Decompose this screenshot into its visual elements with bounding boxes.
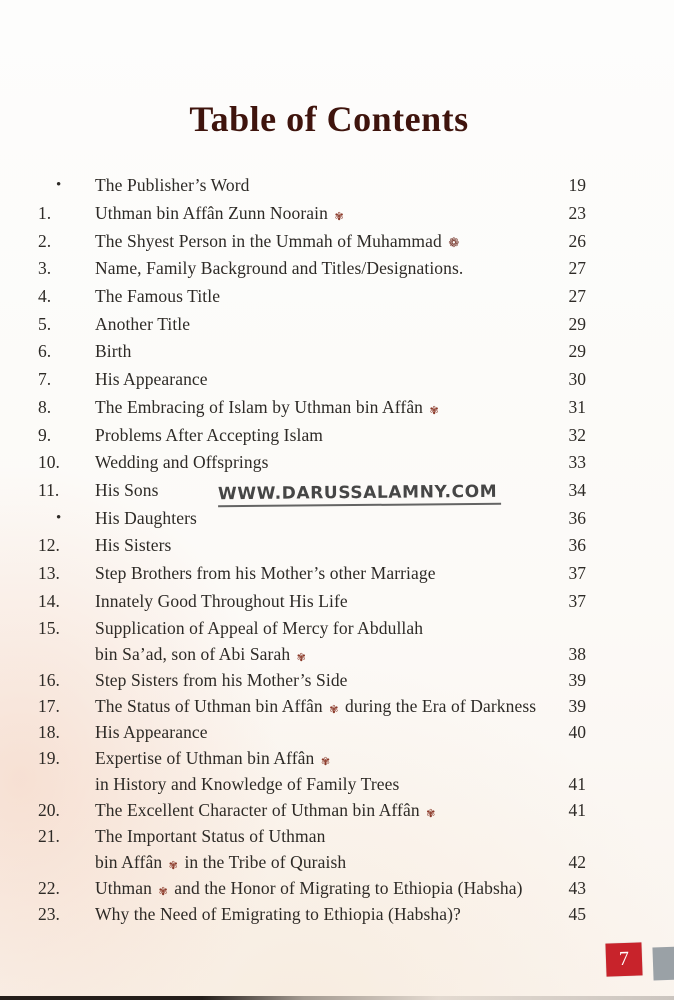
watermark: WWW.DARUSSALAMNY.COM [218, 482, 502, 507]
toc-entry-number: 16. [38, 669, 60, 690]
toc-entry-title: bin Affân ✾ in the Tribe of Quraish [95, 851, 347, 872]
toc-row [38, 797, 586, 823]
toc-entry-page: 36 [568, 507, 586, 528]
radiallahu-anhu-icon: ✾ [426, 806, 436, 820]
toc-entry-title: The Status of Uthman bin Affân ✾ during the Era of Darkness [95, 695, 537, 716]
toc-entry-page: 42 [568, 851, 586, 872]
toc-entry-page: 41 [568, 799, 586, 820]
toc-row [38, 449, 586, 477]
toc-entry-page: 19 [568, 175, 586, 196]
toc-row [38, 615, 586, 641]
toc-row [38, 283, 586, 311]
radiallahu-anhu-icon: ✾ [296, 650, 306, 664]
toc-row [38, 227, 586, 255]
radiallahu-anhu-icon: ✾ [429, 403, 439, 417]
toc-entry-number: • [56, 509, 62, 526]
toc-entry-page: 29 [568, 313, 586, 334]
toc-entry-title: in History and Knowledge of Family Trees [95, 773, 400, 794]
toc-row [38, 504, 586, 532]
toc-entry-page: 34 [568, 479, 586, 500]
radiallahu-anhu-icon: ✾ [329, 702, 339, 716]
toc-row [38, 901, 586, 927]
toc-entry-page: 32 [568, 424, 586, 445]
toc-entry-number: • [56, 177, 62, 194]
toc-row [38, 338, 586, 366]
toc-entry-title: His Sisters [95, 535, 172, 556]
toc-entry-number: 23. [38, 903, 60, 924]
toc-row [38, 560, 586, 588]
toc-entry-page: 29 [568, 341, 586, 362]
radiallahu-anhu-icon: ✾ [158, 884, 168, 898]
sallallahu-alayhi-wasallam-icon: ❁ [448, 235, 460, 251]
toc-entry-page: 41 [568, 773, 586, 794]
toc-row [38, 394, 586, 422]
toc-entry-number: 6. [38, 341, 52, 362]
toc-entry-number: 18. [38, 721, 60, 742]
toc-entry-title: The Publisher’s Word [95, 175, 250, 196]
toc-row [38, 693, 586, 719]
toc-entry-page: 30 [568, 369, 586, 390]
toc-entry-number: 13. [38, 562, 60, 583]
toc-entry-title: Wedding and Offsprings [95, 452, 269, 473]
toc-entry-title: Name, Family Background and Titles/Designations. [95, 258, 464, 279]
toc-entry-page: 45 [568, 903, 586, 924]
toc-entry-page: 23 [568, 203, 586, 224]
toc-row [38, 719, 586, 745]
toc-entry-number: 20. [38, 799, 60, 820]
toc-entry-title: His Appearance [95, 721, 208, 742]
gray-corner-block [652, 947, 674, 981]
toc-entry-number: 4. [38, 286, 52, 307]
toc-entry-title: The Excellent Character of Uthman bin Affân ✾ [95, 799, 436, 820]
toc-entry-page: 38 [568, 643, 586, 664]
toc-entry-title: His Appearance [95, 369, 208, 390]
toc-entry-title: Why the Need of Emigrating to Ethiopia (Habsha)? [95, 903, 461, 924]
toc-entry-title: Step Sisters from his Mother’s Side [95, 669, 348, 690]
toc-entry-title: Uthman bin Affân Zunn Noorain ✾ [95, 203, 344, 224]
toc-entry-number: 10. [38, 452, 60, 473]
toc-entry-number: 21. [38, 825, 60, 846]
toc-entry-number: 22. [38, 877, 60, 898]
toc-row [38, 587, 586, 615]
toc-entry-number: 11. [38, 479, 60, 500]
toc-entry-number: 2. [38, 230, 52, 251]
toc-row [38, 641, 586, 667]
toc-entry-number: 5. [38, 313, 52, 334]
toc-entry-number: 7. [38, 369, 52, 390]
toc-entry-page: 27 [568, 258, 586, 279]
toc-entry-page: 36 [568, 535, 586, 556]
toc-entry-page: 33 [568, 452, 586, 473]
toc-row [38, 200, 586, 228]
toc-entry-title: The Shyest Person in the Ummah of Muhammad ❁ [95, 230, 460, 251]
toc-entry-page: 39 [568, 669, 586, 690]
toc-row [38, 875, 586, 901]
toc-entry-page: 40 [568, 721, 586, 742]
toc-row [38, 172, 586, 200]
page-bottom-edge [0, 996, 674, 1000]
toc-entry-page: 37 [568, 590, 586, 611]
toc-entry-number: 19. [38, 747, 60, 768]
page-title: Table of Contents [189, 99, 469, 140]
toc-entry-page: 26 [568, 230, 586, 251]
toc-entry-title: His Daughters [95, 507, 197, 528]
toc-entry-title: The Embracing of Islam by Uthman bin Affân ✾ [95, 396, 439, 417]
toc-entry-title: The Famous Title [95, 286, 221, 307]
toc-row [38, 667, 586, 693]
toc-entry-number: 14. [38, 590, 60, 611]
toc-entry-title: Problems After Accepting Islam [95, 424, 324, 445]
toc-entry-title: The Important Status of Uthman [95, 825, 326, 846]
toc-entry-title: Supplication of Appeal of Mercy for Abdullah [95, 617, 424, 638]
toc-entry-number: 8. [38, 396, 52, 417]
toc-entry-title: Uthman ✾ and the Honor of Migrating to Ethiopia (Habsha) [95, 877, 523, 898]
toc-entry-title: Step Brothers from his Mother’s other Marriage [95, 562, 436, 583]
toc-entry-title: Another Title [95, 313, 191, 334]
radiallahu-anhu-icon: ✾ [320, 754, 331, 768]
toc-row [38, 310, 586, 338]
page-number-badge [605, 942, 642, 976]
toc-row [38, 771, 586, 797]
toc-entry-title: His Sons [95, 479, 159, 500]
toc-list [38, 172, 586, 927]
toc-entry-page: 27 [568, 286, 586, 307]
toc-entry-page: 37 [568, 562, 586, 583]
toc-row [38, 532, 586, 560]
toc-entry-title: Innately Good Throughout His Life [95, 590, 348, 611]
toc-entry-title: bin Sa’ad, son of Abi Sarah ✾ [95, 643, 306, 664]
toc-entry-number: 1. [38, 203, 52, 224]
toc-row [38, 745, 586, 771]
toc-row [38, 255, 586, 283]
toc-row [38, 366, 586, 394]
toc-entry-page: 43 [568, 877, 586, 898]
toc-row [38, 849, 586, 875]
toc-entry-page: 31 [568, 396, 586, 417]
toc-row [38, 421, 586, 449]
toc-entry-number: 15. [38, 617, 60, 638]
toc-entry-title: Expertise of Uthman bin Affân ✾ [95, 747, 331, 768]
toc-entry-title: Birth [95, 341, 132, 362]
toc-entry-number: 12. [38, 535, 60, 556]
toc-row [38, 823, 586, 849]
toc-entry-number: 17. [38, 695, 60, 716]
toc-entry-page: 39 [568, 695, 586, 716]
toc-entry-number: 9. [38, 424, 52, 445]
radiallahu-anhu-icon: ✾ [334, 210, 344, 224]
toc-entry-number: 3. [38, 258, 52, 279]
radiallahu-anhu-icon: ✾ [168, 858, 178, 872]
page-number: 7 [618, 947, 630, 971]
